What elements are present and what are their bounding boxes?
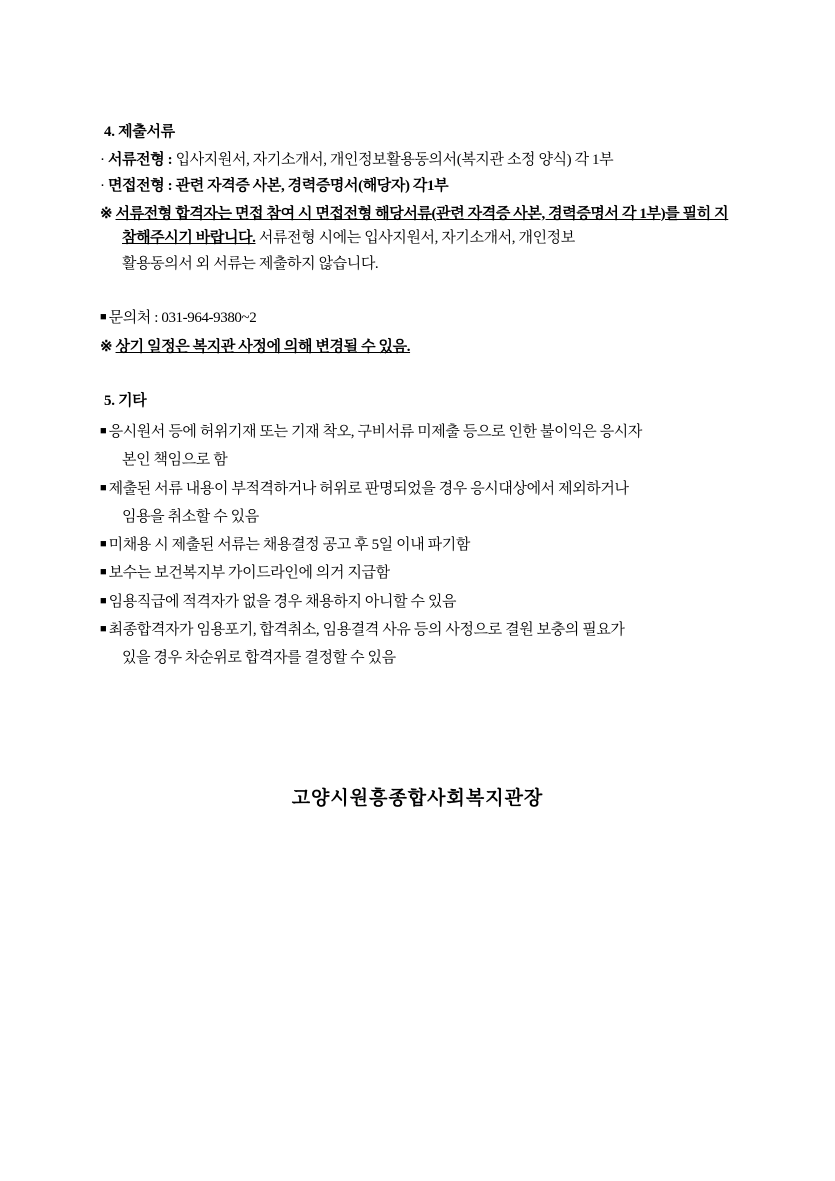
submission-note-line2: 활용동의서 외 서류는 제출하지 않습니다. <box>122 256 379 273</box>
etc-item-2-cont: 임용을 취소할 수 있음 <box>122 508 259 525</box>
submission-note-bold: 서류전형 합격자는 면접 참여 시 면접전형 해당서류(관련 자격증 사본, 경력증명서 각 1부)를 필히 지참해주시기 바랍니다. <box>115 205 729 246</box>
submission-item-2-text: 관련 자격증 사본, 경력증명서(해당자) 각1부 <box>172 178 449 195</box>
submission-note <box>100 202 735 251</box>
submission-item-1-label: 서류전형 : <box>107 152 173 168</box>
submission-item-2-label: 면접전형 : <box>107 178 173 195</box>
schedule-note-mark-icon: ※ <box>100 338 113 355</box>
contact-line: ■ 문의처 : 031-964-9380~2 <box>100 306 735 330</box>
note-mark-icon: ※ <box>100 205 113 222</box>
etc-item-6: ■ 최종합격자가 임용포기, 합격취소, 임용결격 사유 등의 사정으로 결원 보충의 필요가 <box>100 618 735 642</box>
submission-item-1-bullet: · <box>100 152 108 168</box>
section-5-title: 5. 기타 <box>104 392 147 409</box>
etc-item-1-cont: 본인 책임으로 함 <box>122 452 228 469</box>
submission-item-1-text: 입사지원서, 자기소개서, 개인정보활용동의서(복지관 소정 양식) 각 1부 <box>172 152 614 168</box>
submission-item-2-bullet: · <box>100 178 108 195</box>
etc-item-5: ■ 임용직급에 적격자가 없을 경우 채용하지 아니할 수 있음 <box>100 590 735 614</box>
spacer-1 <box>100 278 735 306</box>
etc-item-6-cont: 있을 경우 차순위로 합격자를 결정할 수 있음 <box>122 650 396 667</box>
schedule-note <box>100 335 735 359</box>
etc-item-1: ■ 응시원서 등에 허위기재 또는 기재 착오, 구비서류 미제출 등으로 인한 불이익은 응시자 <box>100 420 735 444</box>
section-4-title: 4. 제출서류 <box>104 124 175 140</box>
issuing-organization: 고양시원흥종합사회복지관장 <box>291 787 544 809</box>
submission-item-1 <box>100 149 735 172</box>
section-4 <box>100 120 735 359</box>
spacer-2 <box>100 361 735 389</box>
section-5 <box>100 389 735 671</box>
schedule-note-text: 상기 일정은 복지관 사정에 의해 변경될 수 있음. <box>115 338 411 355</box>
etc-item-2: ■ 제출된 서류 내용이 부적격하거나 허위로 판명되었을 경우 응시대상에서 제외하거나 <box>100 477 735 501</box>
etc-item-3: ■ 미채용 시 제출된 서류는 채용결정 공고 후 5일 이내 파기함 <box>100 533 735 557</box>
etc-item-4: ■ 보수는 보건복지부 가이드라인에 의거 지급함 <box>100 561 735 585</box>
submission-note-rest: 서류전형 시에는 입사지원서, 자기소개서, 개인정보 <box>255 229 575 246</box>
submission-item-2 <box>100 175 735 198</box>
